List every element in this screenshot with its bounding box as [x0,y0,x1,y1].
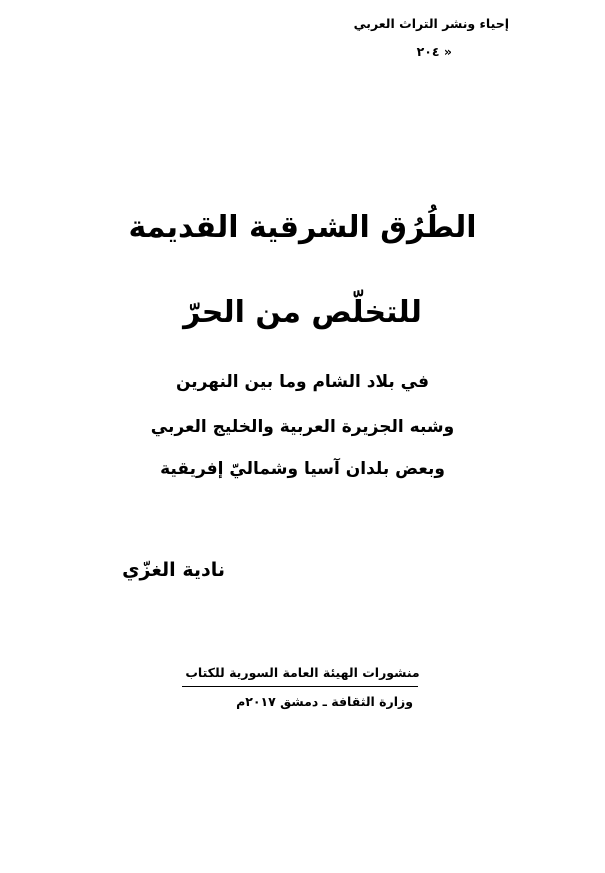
series-number: « ٢٠٤ [416,44,452,59]
series-name: إحياء ونشر التراث العربي [353,16,509,31]
title-line-2: للتخلّص من الحرّ [183,295,422,330]
author-name: نادية الغزّي [122,559,225,581]
publisher-divider [182,686,418,687]
publisher-name: منشورات الهيئة العامة السورية للكتاب [185,665,420,680]
subtitle-line-2: وشبه الجزيرة العربية والخليج العربي [150,417,455,437]
subtitle-line-1: في بلاد الشام وما بين النهرين [175,372,430,392]
imprint-line: وزارة الثقافة ـ دمشق ٢٠١٧م [236,694,413,709]
title-line-1: الطُرُق الشرقية القديمة [128,210,477,245]
subtitle-line-3: وبعض بلدان آسيا وشماليّ إفريقية [160,459,445,479]
